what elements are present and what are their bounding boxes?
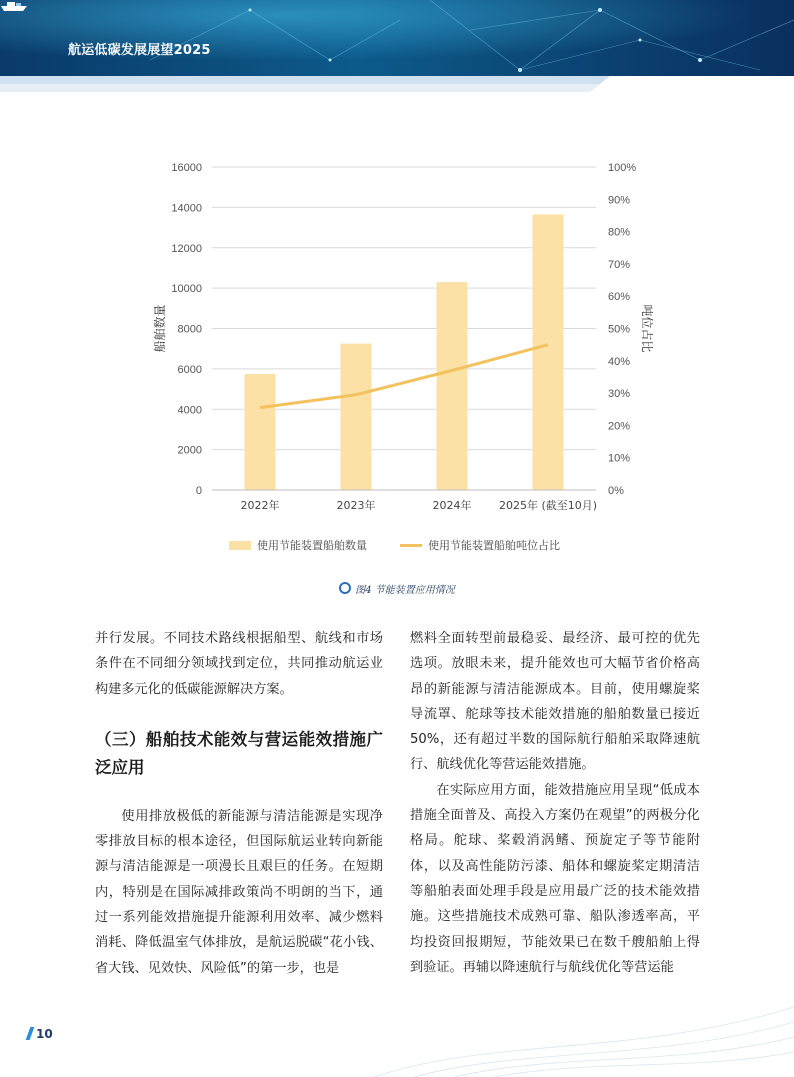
right-paragraph-1: 燃料全面转型前最稳妥、最经济、最可控的优先选项。放眼未来，提升能效也可大幅节省价格高昂的新能源与清洁能源成本。目前，使用螺旋桨导流罩、舵球等技术能效措施的船舶数量已接近50%，还有超过半数的国际航行船舶采取降速航行、航线优化等营运能效措施。 bbox=[410, 631, 700, 773]
y-tick-label-right: 40% bbox=[608, 355, 631, 368]
y-tick-label-right: 80% bbox=[608, 226, 631, 239]
section-heading: （三）船舶技术能效与营运能效措施广泛应用 bbox=[95, 729, 383, 777]
y-tick-label-right: 90% bbox=[608, 194, 631, 207]
bar bbox=[437, 282, 468, 490]
y-tick-label-right: 50% bbox=[608, 323, 631, 336]
y-tick-label-left: 12000 bbox=[171, 242, 202, 255]
legend-swatch-bar bbox=[229, 541, 251, 550]
caption-bullet-icon bbox=[339, 582, 351, 594]
left-body-paragraph: 使用排放极低的新能源与清洁能源是实现净零排放目标的根本途径，但国际航运业转向新能源与清洁能源是一项漫长且艰巨的任务。在短期内，特别是在国际减排政策尚不明朗的当下，通过一系列能效措施提升能源利用效率、减少燃料消耗、降低温室气体排放，是航运脱碳“花小钱、省大钱、见效快、风险低”的第一步，也是 bbox=[95, 808, 383, 976]
x-tick-label: 2022年 bbox=[240, 499, 280, 512]
right-column bbox=[410, 626, 700, 980]
page-slash-icon bbox=[26, 1027, 35, 1040]
y-tick-label-left: 2000 bbox=[177, 444, 202, 457]
x-tick-label: 2025年 (截至10月) bbox=[498, 499, 598, 512]
y-tick-label-right: 0% bbox=[608, 485, 624, 497]
page-number-text: 10 bbox=[36, 1027, 53, 1041]
right-paragraph-2: 在实际应用方面，能效措施应用呈现“低成本措施全面普及、高投入方案仍在观望”的两极分化格局。舵球、桨毂消涡鳍、预旋定子等节能附体，以及高性能防污漆、船体和螺旋桨定期清洁等船舶表面处理手段是应用最广泛的技术能效措施。这些措施技术成熟可靠、船队渗透率高，平均投资回报期短，节能效果已在数千艘船舶上得到验证。再辅以降速航行与航线优化等营运能 bbox=[410, 782, 700, 975]
y-tick-label-left: 10000 bbox=[171, 283, 202, 296]
y-tick-label-right: 10% bbox=[608, 452, 631, 465]
y-tick-label-right: 60% bbox=[608, 291, 631, 304]
bar bbox=[533, 214, 564, 490]
figure-caption bbox=[0, 581, 794, 596]
header-banner bbox=[0, 0, 794, 92]
y-tick-label-right: 20% bbox=[608, 420, 631, 433]
x-tick-label: 2023年 bbox=[336, 499, 376, 512]
left-intro-paragraph: 并行发展。不同技术路线根据船型、航线和市场条件在不同细分领域找到定位，共同推动航运业构建多元化的低碳能源解决方案。 bbox=[95, 631, 383, 697]
y-tick-label-left: 14000 bbox=[171, 202, 202, 215]
left-column bbox=[95, 626, 383, 981]
chart-container bbox=[0, 150, 794, 590]
report-title: 航运低碳发展展望2025 bbox=[68, 43, 211, 58]
bar-line-chart bbox=[0, 150, 794, 580]
x-tick-label: 2024年 bbox=[432, 499, 472, 512]
bar bbox=[245, 374, 276, 490]
y-axis-title-right: 吨位占比 bbox=[640, 304, 654, 353]
y-tick-label-left: 8000 bbox=[177, 323, 202, 336]
y-axis-title-left: 船舶数量 bbox=[153, 304, 167, 353]
y-tick-label-left: 0 bbox=[195, 485, 202, 497]
ship-icon bbox=[0, 0, 28, 12]
bar bbox=[341, 344, 372, 490]
y-tick-label-left: 4000 bbox=[177, 404, 202, 417]
page-number bbox=[28, 1027, 53, 1041]
footer-decoration bbox=[374, 997, 794, 1077]
y-tick-label-right: 100% bbox=[608, 162, 637, 174]
y-tick-label-left: 6000 bbox=[177, 363, 202, 376]
legend-label-line: 使用节能装置船舶吨位占比 bbox=[428, 539, 560, 552]
line-series bbox=[260, 345, 548, 408]
y-tick-label-right: 70% bbox=[608, 258, 631, 271]
legend-label-bar: 使用节能装置船舶数量 bbox=[257, 539, 367, 552]
caption-text: 图4 节能装置应用情况 bbox=[355, 585, 455, 596]
y-tick-label-right: 30% bbox=[608, 388, 631, 401]
y-tick-label-left: 16000 bbox=[171, 162, 202, 174]
